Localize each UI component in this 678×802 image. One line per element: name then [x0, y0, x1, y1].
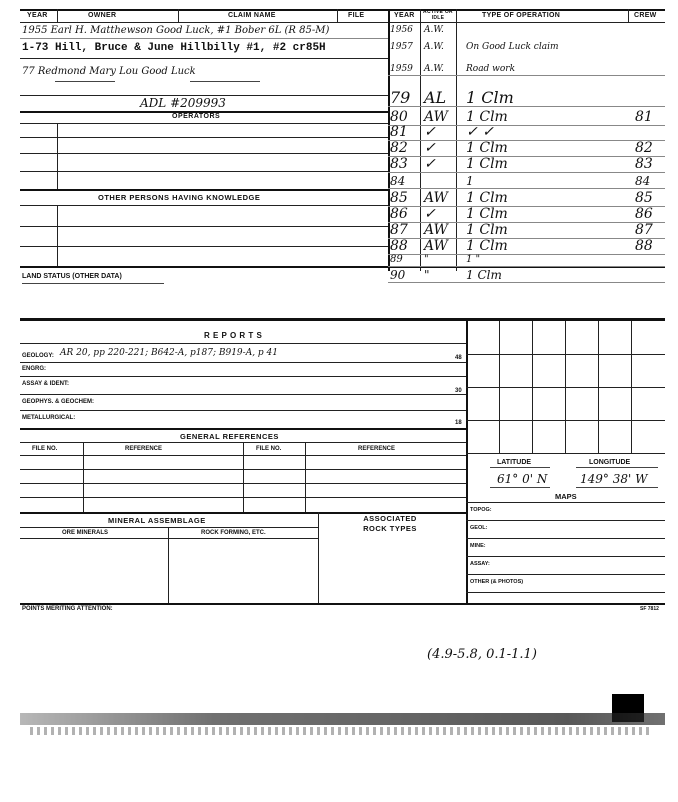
year-entry-crew: 87 — [635, 222, 653, 238]
year-entry-type: ✓ ✓ — [466, 124, 494, 140]
header-year-2: YEAR — [394, 12, 415, 19]
longitude-label: LONGITUDE — [589, 459, 631, 466]
year-entry-year: 1959 — [390, 64, 413, 74]
maps-label: MAPS — [555, 492, 577, 501]
year-entry-year: 87 — [390, 222, 408, 238]
year-entry-crew: 86 — [635, 206, 653, 222]
year-entry-status: AW — [424, 222, 448, 238]
ref-reference-2: REFERENCE — [358, 446, 396, 452]
year-entry-status: ✓ — [424, 140, 436, 156]
year-entry-type: 1 Clm — [466, 190, 508, 206]
maps-row-label: TOPOG: — [470, 507, 492, 513]
maps-row-label: GEOL: — [470, 525, 488, 531]
year-entry-year: 90 — [390, 268, 406, 282]
report-num-30: 30 — [455, 388, 462, 394]
year-entry-year: 86 — [390, 206, 408, 222]
year-entry-status: AW — [424, 190, 448, 206]
scan-smear — [20, 713, 665, 725]
ref-file-no-2: FILE NO. — [256, 446, 282, 452]
adl-number: ADL #209993 — [140, 96, 226, 110]
year-entry-status: " — [424, 268, 430, 282]
engrg-label: ENGRG: — [22, 366, 46, 372]
maps-row-label: ASSAY: — [470, 561, 490, 567]
year-entry-year: 85 — [390, 190, 408, 206]
general-references-title: GENERAL REFERENCES — [180, 432, 279, 441]
geology-label: GEOLOGY: — [22, 353, 54, 359]
year-entry-type: 1 Clm — [466, 140, 508, 156]
year-entry-type: 1 Clm — [466, 88, 514, 107]
ore-minerals-label: ORE MINERALS — [62, 530, 109, 536]
year-entry-type: 1 — [466, 174, 474, 188]
ref-reference: REFERENCE — [125, 446, 163, 452]
year-entry-type: 1 " — [466, 254, 481, 265]
year-entry-year: 84 — [390, 174, 406, 188]
header-file: FILE — [348, 12, 365, 19]
year-entry-type: On Good Luck claim — [466, 42, 559, 52]
year-entry-type: 1 Clm — [466, 238, 508, 254]
geophys-label: GEOPHYS. & GEOCHEM: — [22, 399, 95, 405]
year-entry-type: 1 Clm — [466, 222, 508, 238]
metallurgical-label: METALLURGICAL: — [22, 415, 76, 421]
year-entry-crew: 81 — [635, 109, 653, 125]
year-entry-type: 1 Clm — [466, 206, 508, 222]
year-entry-status: A.W. — [424, 25, 444, 35]
header-owner: OWNER — [88, 12, 117, 19]
scan-noise — [30, 727, 650, 735]
year-entry-year: 1956 — [390, 25, 413, 35]
year-entry-year: 88 — [390, 238, 408, 254]
maps-row-label: OTHER (& PHOTOS) — [470, 579, 524, 585]
other-persons-title: OTHER PERSONS HAVING KNOWLEDGE — [98, 193, 261, 202]
year-entry-status: A.W. — [424, 42, 444, 52]
year-entry-status: AW — [424, 109, 448, 125]
year-entry-year: 82 — [390, 140, 408, 156]
year-entry-year: 79 — [390, 88, 411, 107]
year-entry-year: 83 — [390, 156, 408, 172]
year-entry-type: 1 Clm — [466, 156, 508, 172]
year-entry-crew: 88 — [635, 238, 653, 254]
reports-title: R E P O R T S — [204, 331, 263, 340]
header-type-of-operation: TYPE OF OPERATION — [482, 12, 561, 19]
maps-row-label: MINE: — [470, 543, 486, 549]
year-entry-status: A.W. — [424, 64, 444, 74]
year-entry-type: Road work — [466, 64, 516, 74]
mineral-assemblage-title: MINERAL ASSEMBLAGE — [108, 516, 206, 525]
year-entry-crew: 85 — [635, 190, 653, 206]
header-active-or-idle: ACTIVE OR IDLE — [423, 9, 453, 21]
rock-forming-label: ROCK FORMING, ETC. — [201, 530, 266, 536]
bottom-note: (4.9-5.8, 0.1-1.1) — [427, 647, 537, 662]
points-meriting-attention: POINTS MERITING ATTENTION: — [22, 606, 113, 612]
year-entry-type: 1 Clm — [466, 268, 502, 282]
assay-ident-label: ASSAY & IDENT: — [22, 381, 70, 387]
report-num-18: 18 — [455, 420, 462, 426]
header-year: YEAR — [27, 12, 48, 19]
latitude-value: 61° 0' N — [497, 472, 548, 486]
year-entry-crew: 83 — [635, 156, 653, 172]
owner-row-2: 1-73 Hill, Bruce & June Hillbilly #1, #2 cr85H — [22, 42, 326, 54]
report-num-48: 48 — [455, 355, 462, 361]
year-entry-status: ✓ — [424, 124, 436, 140]
year-entry-status: " — [424, 254, 429, 265]
year-entry-crew: 84 — [635, 174, 651, 188]
header-crew: CREW — [634, 12, 657, 19]
geology-value: AR 20, pp 220-221; B642-A, p187; B919-A, p 41 — [60, 348, 278, 358]
latitude-label: LATITUDE — [497, 459, 532, 466]
owner-row-3: 77 Redmond Mary Lou Good Luck — [22, 66, 196, 77]
year-entry-status: ✓ — [424, 206, 436, 222]
year-entry-type: 1 Clm — [466, 109, 508, 125]
year-entry-status: AW — [424, 238, 448, 254]
associated-rock-types: ASSOCIATED ROCK TYPES — [363, 514, 417, 533]
year-entry-status: AL — [424, 88, 447, 107]
ref-file-no: FILE NO. — [32, 446, 58, 452]
form-number: SF 7812 — [640, 606, 659, 612]
year-entry-status: ✓ — [424, 156, 436, 172]
longitude-value: 149° 38' W — [580, 472, 648, 486]
year-entry-year: 89 — [390, 254, 403, 265]
land-status-label: LAND STATUS (OTHER DATA) — [22, 273, 122, 280]
year-entry-year: 80 — [390, 109, 408, 125]
owner-row-1: 1955 Earl H. Matthewson Good Luck, #1 Bober 6L (R 85-M) — [22, 25, 330, 36]
operators-title: OPERATORS — [172, 113, 221, 120]
header-claim-name: CLAIM NAME — [228, 12, 276, 19]
year-entry-year: 81 — [390, 124, 408, 140]
year-entry-crew: 82 — [635, 140, 653, 156]
year-entry-year: 1957 — [390, 42, 413, 52]
